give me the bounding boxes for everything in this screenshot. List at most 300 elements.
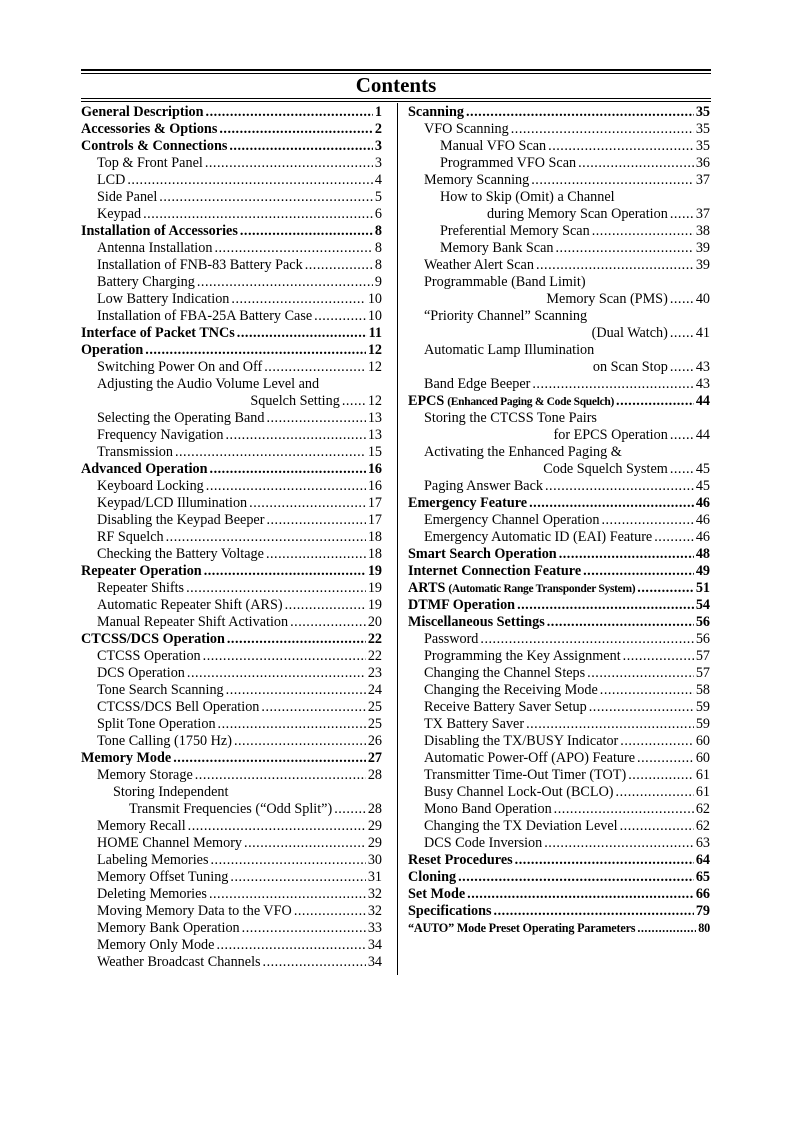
- toc-entry-page: 20: [367, 614, 382, 630]
- toc-entry-sublabel: (Enhanced Paging & Code Squelch): [447, 396, 615, 408]
- toc-entry[interactable]: [81, 597, 382, 614]
- toc-entry-page: 17: [367, 495, 382, 511]
- toc-entry[interactable]: [81, 546, 382, 563]
- toc-entry-page: 39: [695, 257, 710, 273]
- toc-entry[interactable]: [81, 767, 382, 784]
- toc-entry[interactable]: [408, 563, 710, 580]
- toc-entry[interactable]: [81, 342, 382, 359]
- toc-entry[interactable]: [408, 376, 710, 393]
- toc-leader-dots: [628, 767, 694, 784]
- toc-entry-label: Memory Scan (PMS): [546, 291, 668, 307]
- toc-entry-label: during Memory Scan Operation: [486, 206, 668, 222]
- toc-entry-label: Memory Mode: [81, 750, 172, 766]
- toc-leader-dots: [218, 716, 366, 733]
- toc-leader-dots: [526, 716, 694, 733]
- toc-leader-dots: [511, 121, 694, 138]
- toc-entry-label: Checking the Battery Voltage: [97, 546, 264, 562]
- toc-entry-label: Top & Front Panel: [97, 155, 203, 171]
- toc-entry-label: Storing the CTCSS Tone Pairs: [424, 410, 597, 426]
- toc-entry-page: 16: [367, 461, 382, 477]
- toc-entry-page: 32: [367, 903, 382, 919]
- toc-entry[interactable]: [81, 444, 382, 461]
- toc-entry-page: 15: [367, 444, 382, 460]
- toc-entry-sublabel: (Automatic Range Transponder System): [448, 583, 636, 595]
- toc-leader-dots: [515, 852, 694, 869]
- toc-leader-dots: [559, 546, 694, 563]
- toc-entry-label: Low Battery Indication: [97, 291, 230, 307]
- toc-entry[interactable]: [408, 291, 710, 308]
- toc-entry[interactable]: [81, 393, 382, 410]
- toc-entry-label: LCD: [97, 172, 126, 188]
- toc-leader-dots: [227, 631, 366, 648]
- toc-entry[interactable]: [408, 393, 710, 410]
- toc-entry-page: 37: [695, 172, 710, 188]
- toc-entry[interactable]: [81, 206, 382, 223]
- toc-entry[interactable]: [408, 189, 710, 206]
- toc-entry-label: Keypad: [97, 206, 142, 222]
- toc-entry-label: Adjusting the Audio Volume Level and: [97, 376, 320, 392]
- toc-entry-label: Installation of FNB-83 Battery Pack: [97, 257, 303, 273]
- toc-entry[interactable]: [408, 665, 710, 682]
- toc-entry-page: 25: [367, 716, 382, 732]
- toc-entry[interactable]: [408, 716, 710, 733]
- toc-entry-label: Code Squelch System: [543, 461, 668, 477]
- toc-entry[interactable]: [81, 155, 382, 172]
- toc-entry-label: Programmable (Band Limit): [424, 274, 586, 290]
- toc-entry[interactable]: [408, 240, 710, 257]
- toc-entry-label: Password: [424, 631, 479, 647]
- toc-entry-label: (Dual Watch): [591, 325, 668, 341]
- toc-entry-label: Automatic Lamp Illumination: [424, 342, 595, 358]
- toc-entry-label: Receive Battery Saver Setup: [424, 699, 587, 715]
- toc-entry-page: 13: [367, 427, 382, 443]
- toc-entry-page: 57: [695, 648, 710, 664]
- toc-entry-label: Weather Broadcast Channels: [97, 954, 261, 970]
- toc-leader-dots: [592, 223, 694, 240]
- toc-entry-label: CTCSS/DCS Bell Operation: [97, 699, 260, 715]
- toc-entry[interactable]: [81, 359, 382, 376]
- toc-leader-dots: [544, 835, 694, 852]
- toc-entry[interactable]: [408, 478, 710, 495]
- toc-entry-page: 45: [695, 478, 710, 494]
- toc-entry-page: 65: [695, 869, 710, 885]
- toc-entry[interactable]: [408, 512, 710, 529]
- toc-entry[interactable]: [408, 818, 710, 835]
- toc-entry[interactable]: [81, 818, 382, 835]
- toc-leader-dots: [601, 512, 693, 529]
- toc-entry[interactable]: [408, 461, 710, 478]
- toc-entry[interactable]: [408, 682, 710, 699]
- toc-leader-dots: [620, 733, 694, 750]
- toc-leader-dots: [231, 291, 365, 308]
- toc-entry[interactable]: [81, 308, 382, 325]
- toc-leader-dots: [314, 308, 366, 325]
- toc-entry-page: 35: [695, 104, 710, 120]
- toc-entry-label: Miscellaneous Settings: [408, 614, 545, 630]
- toc-entry-label: HOME Channel Memory: [97, 835, 243, 851]
- toc-leader-dots: [480, 631, 693, 648]
- toc-entry-label: Selecting the Operating Band: [97, 410, 265, 426]
- toc-entry[interactable]: [81, 682, 382, 699]
- toc-entry-page: 46: [695, 495, 710, 511]
- toc-entry[interactable]: [81, 580, 382, 597]
- toc-entry-label: Accessories & Options: [81, 121, 218, 137]
- toc-entry-page: 66: [695, 886, 710, 902]
- toc-entry-page: 62: [695, 801, 710, 817]
- toc-entry-page: 29: [367, 818, 382, 834]
- toc-leader-dots: [214, 240, 372, 257]
- page-title: Contents: [355, 73, 437, 97]
- toc-entry[interactable]: [81, 852, 382, 869]
- toc-leader-dots: [244, 835, 366, 852]
- toc-leader-dots: [555, 240, 693, 257]
- toc-entry-label: ARTS: [408, 580, 446, 596]
- toc-entry[interactable]: [408, 359, 710, 376]
- toc-entry-label: Set Mode: [408, 886, 466, 902]
- toc-entry[interactable]: [408, 155, 710, 172]
- toc-entry[interactable]: [81, 138, 382, 155]
- toc-leader-dots: [266, 410, 365, 427]
- toc-entry[interactable]: [81, 461, 382, 478]
- toc-entry[interactable]: [81, 121, 382, 138]
- toc-entry[interactable]: [408, 920, 710, 937]
- toc-leader-dots: [234, 733, 366, 750]
- toc-entry-label: Emergency Feature: [408, 495, 528, 511]
- toc-entry-label: Manual Repeater Shift Activation: [97, 614, 289, 630]
- toc-leader-dots: [127, 172, 373, 189]
- toc-entry[interactable]: [408, 172, 710, 189]
- toc-leader-dots: [670, 359, 694, 376]
- toc-entry-page: 8: [374, 240, 382, 256]
- toc-leader-dots: [249, 495, 366, 512]
- toc-entry[interactable]: [408, 614, 710, 631]
- toc-entry[interactable]: [81, 478, 382, 495]
- toc-entry-page: 44: [695, 393, 710, 409]
- toc-entry-label: Weather Alert Scan: [424, 257, 534, 273]
- toc-left-column: [81, 104, 382, 971]
- toc-entry-label: Deleting Memories: [97, 886, 207, 902]
- toc-leader-dots: [529, 495, 694, 512]
- toc-leader-dots: [187, 665, 366, 682]
- toc-leader-dots: [494, 903, 694, 920]
- toc-entry[interactable]: [408, 342, 710, 359]
- toc-entry[interactable]: [81, 189, 382, 206]
- toc-entry-label: Frequency Navigation: [97, 427, 224, 443]
- toc-entry[interactable]: [408, 733, 710, 750]
- toc-entry-label: Squelch Setting: [250, 393, 340, 409]
- toc-leader-dots: [342, 393, 366, 410]
- toc-entry[interactable]: [81, 325, 382, 342]
- toc-entry[interactable]: [408, 801, 710, 818]
- toc-entry-label: Memory Bank Scan: [440, 240, 554, 256]
- toc-entry-page: 17: [367, 512, 382, 528]
- toc-entry-page: 59: [695, 699, 710, 715]
- toc-entry[interactable]: [408, 529, 710, 546]
- toc-entry[interactable]: [81, 257, 382, 274]
- toc-leader-dots: [261, 699, 365, 716]
- toc-entry-page: 32: [367, 886, 382, 902]
- toc-entry[interactable]: [408, 223, 710, 240]
- toc-right-column: [408, 104, 710, 937]
- toc-entry[interactable]: [408, 631, 710, 648]
- toc-leader-dots: [206, 104, 373, 121]
- toc-entry-page: 43: [695, 359, 710, 375]
- toc-entry[interactable]: [81, 529, 382, 546]
- toc-leader-dots: [654, 529, 694, 546]
- toc-entry-label: Labeling Memories: [97, 852, 209, 868]
- toc-leader-dots: [670, 427, 694, 444]
- toc-entry-label: Reset Procedures: [408, 852, 513, 868]
- toc-entry[interactable]: [81, 733, 382, 750]
- toc-entry-page: 46: [695, 529, 710, 545]
- toc-entry[interactable]: [81, 631, 382, 648]
- toc-entry-page: 33: [367, 920, 382, 936]
- toc-entry-page: 5: [374, 189, 382, 205]
- toc-entry-page: 49: [695, 563, 710, 579]
- toc-entry[interactable]: [408, 444, 710, 461]
- toc-entry[interactable]: [408, 257, 710, 274]
- toc-entry-page: 24: [367, 682, 382, 698]
- toc-leader-dots: [583, 563, 694, 580]
- toc-entry-label: for EPCS Operation: [553, 427, 668, 443]
- toc-entry-label: Side Panel: [97, 189, 158, 205]
- toc-entry-label: Changing the TX Deviation Level: [424, 818, 618, 834]
- toc-entry[interactable]: [408, 138, 710, 155]
- toc-entry[interactable]: [81, 665, 382, 682]
- toc-leader-dots: [536, 257, 694, 274]
- toc-entry[interactable]: [81, 954, 382, 971]
- toc-leader-dots: [263, 954, 366, 971]
- toc-entry-label: Band Edge Beeper: [424, 376, 531, 392]
- toc-entry-label: Automatic Power-Off (APO) Feature: [424, 750, 636, 766]
- toc-entry[interactable]: [408, 869, 710, 886]
- toc-entry-page: 59: [695, 716, 710, 732]
- toc-entry-label: General Description: [81, 104, 204, 120]
- toc-entry[interactable]: [81, 223, 382, 240]
- toc-entry-page: 25: [367, 699, 382, 715]
- toc-entry[interactable]: [81, 172, 382, 189]
- toc-leader-dots: [547, 614, 694, 631]
- toc-entry[interactable]: [408, 121, 710, 138]
- toc-entry-label: Tone Search Scanning: [97, 682, 224, 698]
- toc-entry-page: 39: [695, 240, 710, 256]
- toc-entry-label: Battery Charging: [97, 274, 195, 290]
- toc-entry-label: Transmission: [97, 444, 173, 460]
- toc-entry[interactable]: [408, 495, 710, 512]
- toc-entry[interactable]: [408, 308, 710, 325]
- toc-entry[interactable]: [81, 376, 382, 393]
- toc-entry-label: Operation: [81, 342, 144, 358]
- toc-entry-page: 12: [367, 342, 382, 358]
- toc-entry[interactable]: [81, 716, 382, 733]
- toc-entry[interactable]: [408, 852, 710, 869]
- toc-entry-label: “Priority Channel” Scanning: [424, 308, 588, 324]
- toc-entry-page: 36: [695, 155, 710, 171]
- toc-leader-dots: [188, 818, 366, 835]
- toc-entry[interactable]: [408, 648, 710, 665]
- toc-leader-dots: [186, 580, 366, 597]
- toc-leader-dots: [195, 767, 366, 784]
- toc-entry-page: 37: [695, 206, 710, 222]
- toc-leader-dots: [237, 325, 367, 342]
- toc-leader-dots: [620, 818, 694, 835]
- toc-entry-label: VFO Scanning: [424, 121, 509, 137]
- toc-entry-page: 48: [695, 546, 710, 562]
- toc-entry-label: EPCS: [408, 393, 445, 409]
- toc-entry[interactable]: [81, 410, 382, 427]
- toc-leader-dots: [240, 223, 373, 240]
- toc-leader-dots: [466, 104, 694, 121]
- toc-entry-page: 27: [367, 750, 382, 766]
- toc-entry-label: Specifications: [408, 903, 492, 919]
- toc-entry-page: 12: [367, 359, 382, 375]
- toc-entry-page: 28: [367, 767, 382, 783]
- toc-entry[interactable]: [81, 614, 382, 631]
- toc-entry[interactable]: [81, 291, 382, 308]
- toc-entry-page: 34: [367, 954, 382, 970]
- toc-entry-page: 62: [695, 818, 710, 834]
- toc-leader-dots: [616, 393, 694, 410]
- toc-entry[interactable]: [408, 699, 710, 716]
- toc-entry-label: Antenna Installation: [97, 240, 213, 256]
- toc-entry-label: Interface of Packet TNCs: [81, 325, 235, 341]
- toc-entry[interactable]: [81, 835, 382, 852]
- toc-entry[interactable]: [81, 920, 382, 937]
- toc-entry[interactable]: [408, 104, 710, 121]
- toc-entry[interactable]: [408, 580, 710, 597]
- toc-entry-label: RF Squelch: [97, 529, 164, 545]
- toc-entry-page: 35: [695, 121, 710, 137]
- toc-entry[interactable]: [408, 750, 710, 767]
- toc-leader-dots: [670, 461, 694, 478]
- toc-leader-dots: [209, 886, 366, 903]
- toc-entry[interactable]: [408, 597, 710, 614]
- toc-entry-page: 56: [695, 614, 710, 630]
- toc-entry[interactable]: [81, 699, 382, 716]
- toc-entry[interactable]: [81, 648, 382, 665]
- toc-entry-page: 63: [695, 835, 710, 851]
- toc-leader-dots: [517, 597, 694, 614]
- toc-leader-dots: [219, 121, 373, 138]
- toc-entry-label: on Scan Stop: [592, 359, 668, 375]
- toc-entry-page: 61: [695, 767, 710, 783]
- toc-entry[interactable]: [81, 750, 382, 767]
- toc-leader-dots: [159, 189, 373, 206]
- toc-entry-label: Emergency Channel Operation: [424, 512, 600, 528]
- toc-entry-page: 30: [367, 852, 382, 868]
- toc-leader-dots: [616, 784, 694, 801]
- toc-entry[interactable]: [81, 869, 382, 886]
- toc-entry-label: How to Skip (Omit) a Channel: [440, 189, 615, 205]
- toc-entry-page: 18: [367, 529, 382, 545]
- toc-entry[interactable]: [81, 427, 382, 444]
- toc-leader-dots: [285, 597, 366, 614]
- toc-entry-page: 6: [374, 206, 382, 222]
- toc-entry[interactable]: [408, 784, 710, 801]
- toc-leader-dots: [548, 138, 694, 155]
- toc-entry-page: 13: [367, 410, 382, 426]
- toc-entry-page: 35: [695, 138, 710, 154]
- toc-entry[interactable]: [81, 274, 382, 291]
- toc-entry-page: 31: [367, 869, 382, 885]
- toc-entry[interactable]: [81, 801, 382, 818]
- toc-entry-label: TX Battery Saver: [424, 716, 525, 732]
- toc-entry-page: 46: [695, 512, 710, 528]
- toc-leader-dots: [600, 682, 694, 699]
- toc-leader-dots: [203, 648, 366, 665]
- toc-entry-label: Emergency Automatic ID (EAI) Feature: [424, 529, 653, 545]
- toc-entry[interactable]: [81, 512, 382, 529]
- toc-entry-page: 16: [367, 478, 382, 494]
- toc-leader-dots: [204, 563, 366, 580]
- toc-leader-dots: [264, 359, 366, 376]
- toc-entry-page: 40: [695, 291, 710, 307]
- title-underline-thin: [81, 101, 711, 102]
- toc-leader-dots: [197, 274, 373, 291]
- toc-entry-label: Busy Channel Lock-Out (BCLO): [424, 784, 614, 800]
- toc-entry[interactable]: [81, 903, 382, 920]
- toc-entry[interactable]: [408, 767, 710, 784]
- toc-entry-page: 22: [367, 631, 382, 647]
- toc-entry-label: Activating the Enhanced Paging &: [424, 444, 622, 460]
- toc-entry-page: 11: [368, 325, 382, 341]
- toc-entry-label: Memory Scanning: [424, 172, 530, 188]
- toc-leader-dots: [211, 852, 366, 869]
- toc-entry[interactable]: [408, 427, 710, 444]
- toc-leader-dots: [173, 750, 366, 767]
- toc-entry-page: 28: [367, 801, 382, 817]
- toc-entry[interactable]: [81, 886, 382, 903]
- toc-entry[interactable]: [408, 410, 710, 427]
- toc-entry-page: 18: [367, 546, 382, 562]
- toc-leader-dots: [458, 869, 694, 886]
- toc-entry[interactable]: [408, 325, 710, 342]
- toc-entry[interactable]: [408, 835, 710, 852]
- toc-entry-page: 29: [367, 835, 382, 851]
- toc-entry-page: 3: [374, 155, 382, 171]
- toc-leader-dots: [226, 682, 366, 699]
- toc-entry-label: Memory Bank Operation: [97, 920, 240, 936]
- toc-entry-page: 4: [374, 172, 382, 188]
- toc-entry[interactable]: [408, 206, 710, 223]
- toc-entry[interactable]: [81, 495, 382, 512]
- toc-leader-dots: [166, 529, 366, 546]
- toc-leader-dots: [545, 478, 694, 495]
- toc-entry[interactable]: [408, 886, 710, 903]
- toc-entry[interactable]: [81, 784, 382, 801]
- toc-entry-page: 60: [695, 733, 710, 749]
- toc-entry[interactable]: [408, 546, 710, 563]
- toc-entry[interactable]: [81, 563, 382, 580]
- toc-entry[interactable]: [81, 104, 382, 121]
- toc-entry[interactable]: [81, 937, 382, 954]
- toc-entry-page: 12: [367, 393, 382, 409]
- toc-entry-page: 54: [695, 597, 710, 613]
- toc-entry-page: 61: [695, 784, 710, 800]
- toc-leader-dots: [589, 699, 694, 716]
- toc-leader-dots: [670, 291, 694, 308]
- toc-leader-dots: [290, 614, 366, 631]
- toc-entry[interactable]: [408, 274, 710, 291]
- toc-leader-dots: [467, 886, 694, 903]
- toc-entry-label: Scanning: [408, 104, 464, 120]
- toc-leader-dots: [145, 342, 366, 359]
- toc-entry[interactable]: [81, 240, 382, 257]
- top-rule: [81, 69, 711, 71]
- toc-entry-page: 57: [695, 665, 710, 681]
- toc-entry-label: Split Tone Operation: [97, 716, 216, 732]
- toc-entry[interactable]: [408, 903, 710, 920]
